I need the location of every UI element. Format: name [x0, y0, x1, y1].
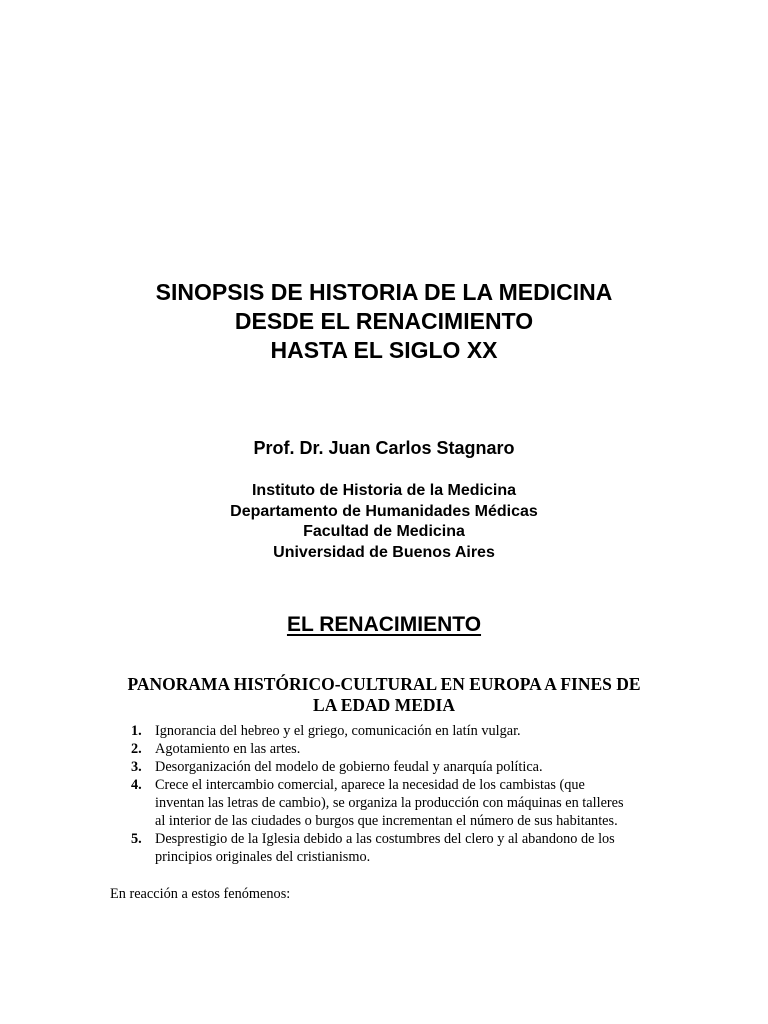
list-item-text: Crece el intercambio comercial, aparece la necesidad de los cambistas (que — [155, 777, 585, 793]
list-item — [0, 740, 655, 758]
section-heading — [0, 612, 768, 638]
list-item-number: 2. — [131, 741, 142, 757]
subheading-line-1: PANORAMA HISTÓRICO-CULTURAL EN EUROPA A FINES DE — [127, 674, 641, 694]
list-item-text: Agotamiento en las artes. — [155, 741, 301, 757]
list-item — [0, 776, 655, 830]
numbered-list — [0, 722, 768, 866]
document-title — [0, 278, 768, 365]
list-item-number: 3. — [131, 759, 142, 775]
title-line-2: DESDE EL RENACIMIENTO — [234, 308, 534, 334]
subsection-heading — [100, 674, 668, 716]
title-line-3: HASTA EL SIGLO XX — [270, 337, 498, 363]
affiliation-university: Universidad de Buenos Aires — [273, 543, 495, 561]
list-item-text: principios originales del cristianismo. — [155, 849, 371, 865]
list-item-text: Ignorancia del hebreo y el griego, comunicación en latín vulgar. — [155, 723, 521, 739]
affiliation-department: Departamento de Humanidades Médicas — [230, 502, 538, 520]
list-item-number: 4. — [131, 777, 142, 793]
title-line-1: SINOPSIS DE HISTORIA DE LA MEDICINA — [155, 279, 613, 305]
author-affiliation — [0, 481, 768, 563]
list-item-number: 5. — [131, 831, 142, 847]
closing-paragraph: En reacción a estos fenómenos: — [110, 886, 291, 902]
section-heading-text: EL RENACIMIENTO — [286, 613, 482, 636]
list-item-text: al interior de las ciudades o burgos que incrementan el número de sus habitantes. — [155, 813, 618, 829]
affiliation-institute: Instituto de Historia de la Medicina — [251, 482, 517, 499]
list-item-text: inventan las letras de cambio), se organiza la producción con máquinas en talleres — [155, 795, 624, 811]
author-name: Prof. Dr. Juan Carlos Stagnaro — [253, 438, 515, 458]
list-item — [0, 758, 655, 776]
list-item — [0, 722, 655, 740]
affiliation-faculty: Facultad de Medicina — [303, 523, 465, 540]
list-item — [0, 830, 655, 866]
list-item-number: 1. — [131, 723, 142, 739]
list-item-text: Desorganización del modelo de gobierno feudal y anarquía política. — [155, 759, 543, 775]
subheading-line-2: LA EDAD MEDIA — [313, 695, 455, 715]
list-item-text: Desprestigio de la Iglesia debido a las costumbres del clero y al abandono de los — [155, 831, 615, 847]
